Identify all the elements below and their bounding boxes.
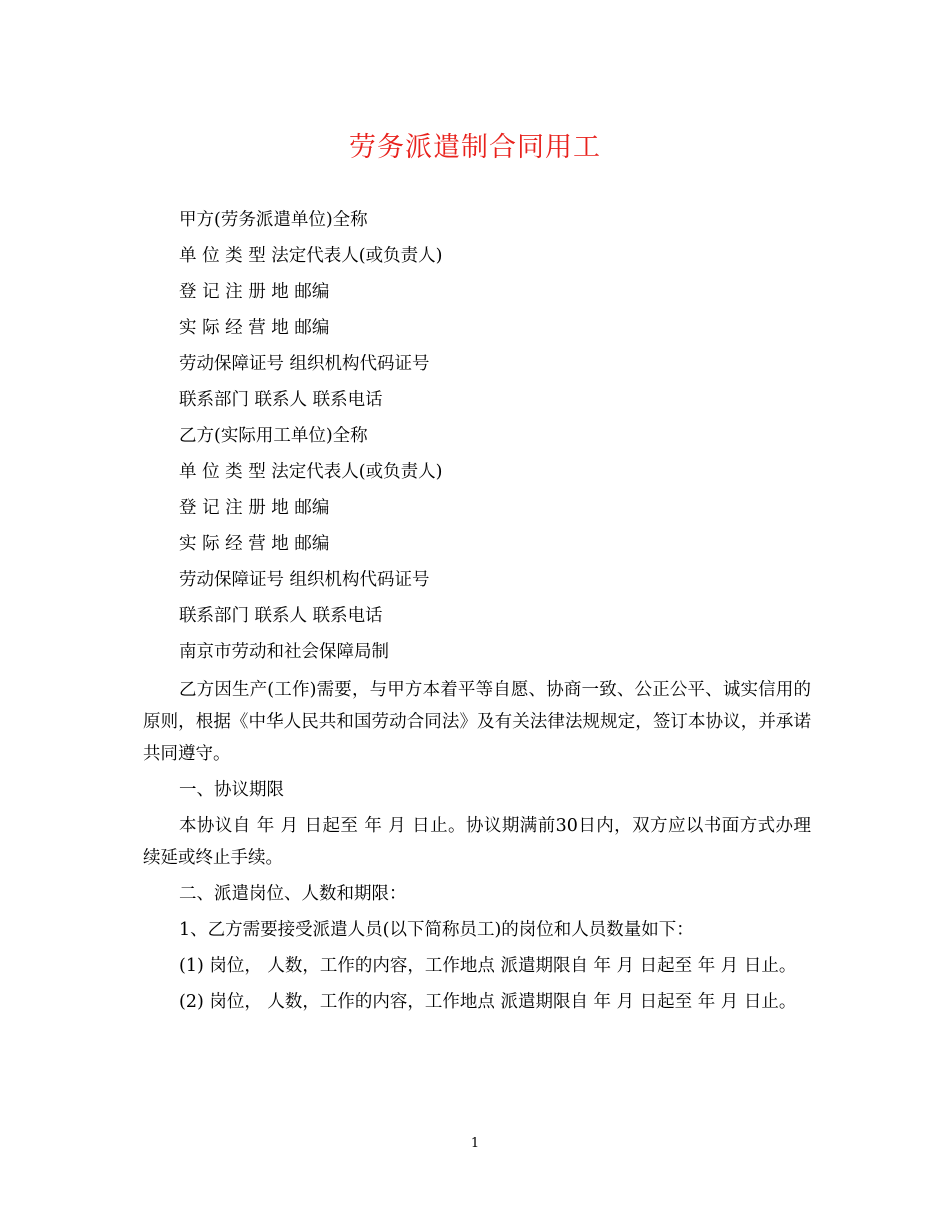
paragraph-dispatch-item-1: (1) 岗位， 人数，工作的内容，工作地点 派遣期限自 年 月 日起至 年 月 日止。 [179,956,797,976]
header-line-party-a-business-address: 实 际 经 营 地 邮编 [179,318,330,338]
header-line-party-b-registered-address: 登 记 注 册 地 邮编 [179,498,330,518]
document-title: 劳务派遣制合同用工 [349,132,601,163]
header-line-issuer: 南京市劳动和社会保障局制 [179,642,389,662]
section-heading-dispatch: 二、派遣岗位、人数和期限： [179,884,407,904]
header-line-party-b-contact: 联系部门 联系人 联系电话 [179,606,383,626]
header-line-party-b-type: 单 位 类 型 法定代表人(或负责人) [179,462,443,482]
header-line-party-a-registered-address: 登 记 注 册 地 邮编 [179,282,330,302]
section-heading-term: 一、协议期限 [179,780,284,800]
header-line-party-b-name: 乙方(实际用工单位)全称 [179,426,368,446]
header-line-party-b-business-address: 实 际 经 营 地 邮编 [179,534,330,554]
document-body [143,202,811,1022]
header-line-party-a-certificates: 劳动保障证号 组织机构代码证号 [179,354,430,374]
header-line-party-a-type: 单 位 类 型 法定代表人(或负责人) [179,246,443,266]
header-line-party-a-contact: 联系部门 联系人 联系电话 [179,390,383,410]
page-number: 1 [470,1136,480,1151]
header-line-party-b-certificates: 劳动保障证号 组织机构代码证号 [179,570,430,590]
paragraph-preamble: 乙方因生产(工作)需要，与甲方本着平等自愿、协商一致、公正公平、诚实信用的原则，根据《中华人民共和国劳动合同法》及有关法律法规规定，签订本协议，并承诺共同遵守。 [143,680,811,764]
paragraph-term: 本协议自 年 月 日起至 年 月 日止。协议期满前30日内，双方应以书面方式办理续延或终止手续。 [143,816,811,868]
paragraph-dispatch-item-2: (2) 岗位， 人数，工作的内容，工作地点 派遣期限自 年 月 日起至 年 月 日止。 [179,992,797,1012]
paragraph-dispatch-intro: 1、乙方需要接受派遣人员(以下简称员工)的岗位和人员数量如下： [179,920,694,940]
header-line-party-a-name: 甲方(劳务派遣单位)全称 [179,210,368,230]
